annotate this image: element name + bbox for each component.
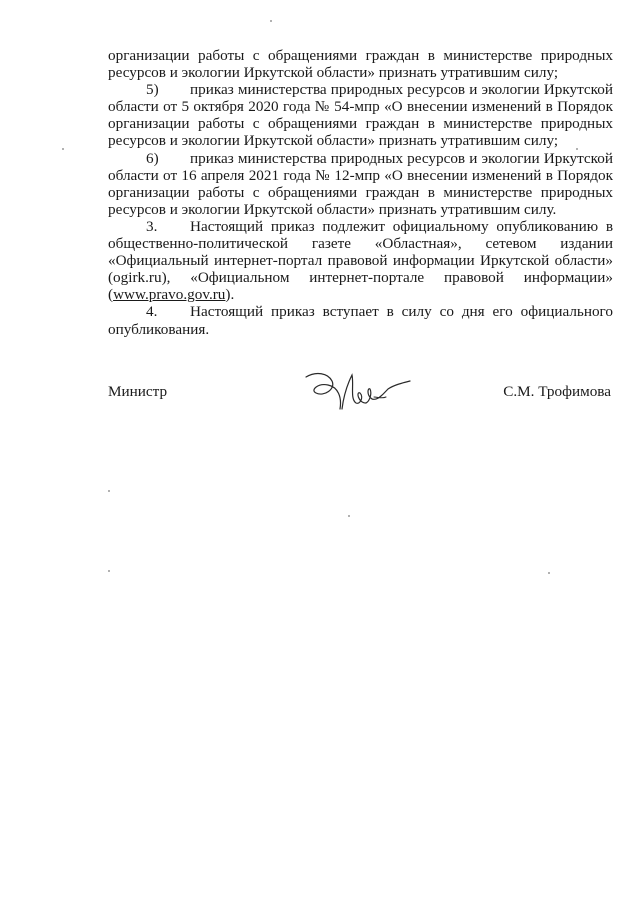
signature-block xyxy=(108,377,613,437)
paragraph-text: организации работы с обращениями граждан в министерстве природных ресурсов и экологии Иркутской области» признать утратившим силу; xyxy=(108,47,613,82)
scan-speck xyxy=(576,148,578,150)
scan-speck xyxy=(548,572,550,574)
pravo-link[interactable]: www.pravo.gov.ru xyxy=(113,286,226,304)
handwritten-signature-icon xyxy=(298,363,418,423)
scan-speck xyxy=(108,490,110,492)
paragraph-text: приказ министерства природных ресурсов и экологии Иркутской области от 5 октября 2020 года № 54-мпр «О внесении изменений в Порядок организации работы с обращениями граждан в министерстве природных ресурсов и экологии Иркутской области» признать утратившим силу; xyxy=(108,81,613,150)
paragraph-number: 5) xyxy=(146,81,159,99)
scan-speck xyxy=(270,20,272,22)
paragraph-text: приказ министерства природных ресурсов и экологии Иркутской области от 16 апреля 2021 года № 12-мпр «О внесении изменений в Порядок организации работы с обращениями граждан в министерстве природных ресурсов и экологии Иркутской области» признать утратившим силу. xyxy=(108,149,613,218)
scan-speck xyxy=(348,515,350,517)
paragraph-item-5 xyxy=(108,81,613,149)
paragraph-text: Настоящий приказ вступает в силу со дня его официального опубликования. xyxy=(108,303,613,338)
paragraph-number: 6) xyxy=(146,149,159,167)
scan-speck xyxy=(108,570,110,572)
paragraph-number: 3. xyxy=(146,217,158,235)
paragraph-number: 4. xyxy=(146,303,158,321)
paragraph-text: Настоящий приказ подлежит официальному опубликованию в общественно-политической газете «Областная», сетевом издании «Официальный интернет-портал правовой информации Иркутской области» (ogirk.ru), «Официальном интернет-портале правовой информации» ( xyxy=(108,217,613,304)
signer-title: Министр xyxy=(108,383,168,400)
scan-speck xyxy=(62,148,64,150)
signer-name: С.М. Трофимова xyxy=(503,383,611,400)
paragraph-continuation xyxy=(108,47,613,81)
paragraph-item-4 xyxy=(108,303,613,337)
document-body xyxy=(108,47,613,338)
paragraph-text-after: ). xyxy=(225,286,235,304)
paragraph-item-3 xyxy=(108,218,613,303)
paragraph-item-6 xyxy=(108,150,613,218)
